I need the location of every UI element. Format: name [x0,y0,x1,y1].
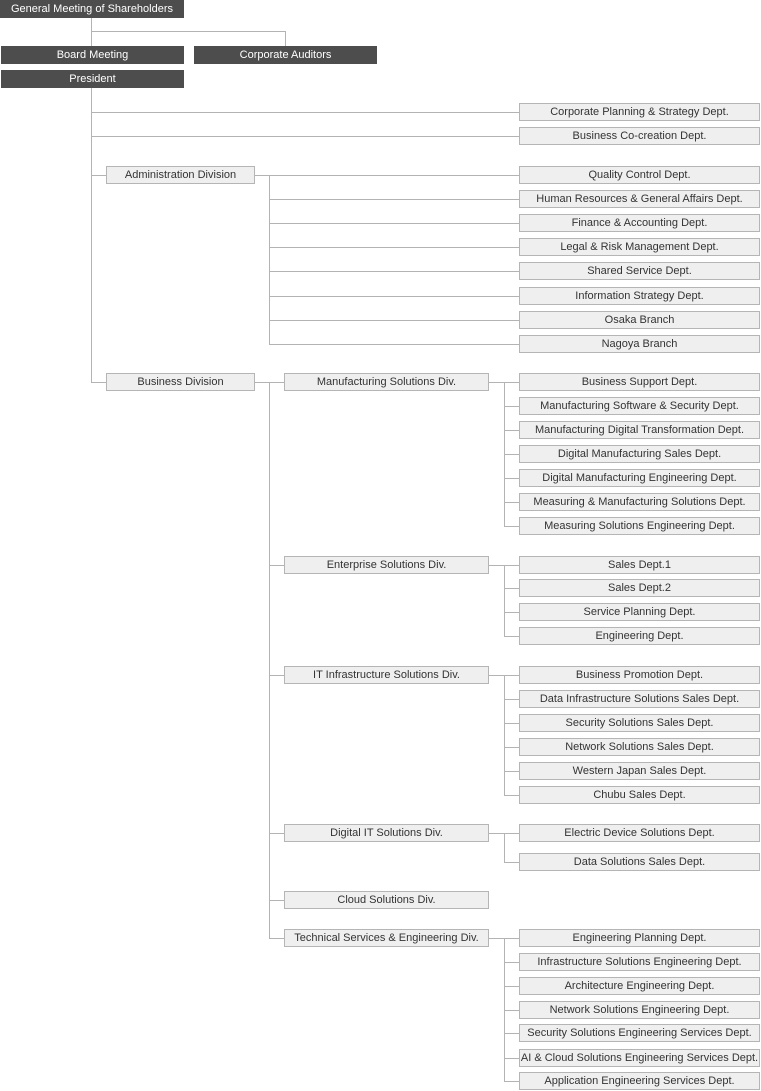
connector-line [91,31,286,32]
connector-line [504,699,519,700]
dept-box: Information Strategy Dept. [519,287,760,305]
dept-box: Business Co-creation Dept. [519,127,760,145]
division-box: IT Infrastructure Solutions Div. [284,666,489,684]
connector-line [269,175,270,344]
dept-box: Measuring & Manufacturing Solutions Dept. [519,493,760,511]
connector-line [269,382,270,938]
dept-box: Network Solutions Sales Dept. [519,738,760,756]
dept-box: Osaka Branch [519,311,760,329]
dept-box: Data Solutions Sales Dept. [519,853,760,871]
dept-box: Finance & Accounting Dept. [519,214,760,232]
dept-box: Network Solutions Engineering Dept. [519,1001,760,1019]
connector-line [504,1010,519,1011]
dept-box: Corporate Planning & Strategy Dept. [519,103,760,121]
connector-line [91,382,106,383]
dept-box: Application Engineering Services Dept. [519,1072,760,1090]
division-box: Technical Services & Engineering Div. [284,929,489,947]
dept-box: Nagoya Branch [519,335,760,353]
connector-line [255,175,519,176]
division-box: Manufacturing Solutions Div. [284,373,489,391]
dept-box: Quality Control Dept. [519,166,760,184]
administration-division-box: Administration Division [106,166,255,184]
connector-line [504,565,505,636]
dept-box: Western Japan Sales Dept. [519,762,760,780]
dept-box: Sales Dept.1 [519,556,760,574]
dept-box: Manufacturing Software & Security Dept. [519,397,760,415]
connector-line [91,18,92,46]
dept-box: Infrastructure Solutions Engineering Dept. [519,953,760,971]
connector-line [504,502,519,503]
division-box: Cloud Solutions Div. [284,891,489,909]
dept-box: Business Support Dept. [519,373,760,391]
dept-box: Human Resources & General Affairs Dept. [519,190,760,208]
connector-line [269,320,519,321]
dept-box: AI & Cloud Solutions Engineering Services Dept. [519,1049,760,1067]
connector-line [504,430,519,431]
dept-box: Engineering Planning Dept. [519,929,760,947]
connector-line [504,406,519,407]
division-box: Digital IT Solutions Div. [284,824,489,842]
dept-box: Measuring Solutions Engineering Dept. [519,517,760,535]
dept-box: Engineering Dept. [519,627,760,645]
connector-line [504,588,519,589]
connector-line [504,771,519,772]
connector-line [504,747,519,748]
corporate-auditors-box: Corporate Auditors [194,46,377,64]
dept-box: Service Planning Dept. [519,603,760,621]
business-division-box: Business Division [106,373,255,391]
dept-box: Sales Dept.2 [519,579,760,597]
connector-line [504,833,505,862]
dept-box: Digital Manufacturing Engineering Dept. [519,469,760,487]
connector-line [269,833,284,834]
connector-line [269,296,519,297]
division-box: Enterprise Solutions Div. [284,556,489,574]
connector-line [504,1033,519,1034]
connector-line [504,862,519,863]
connector-line [269,675,284,676]
dept-box: Architecture Engineering Dept. [519,977,760,995]
connector-line [91,88,92,382]
connector-line [269,900,284,901]
connector-line [504,636,519,637]
connector-line [504,478,519,479]
connector-line [504,526,519,527]
connector-line [269,565,284,566]
dept-box: Shared Service Dept. [519,262,760,280]
dept-box: Legal & Risk Management Dept. [519,238,760,256]
connector-line [504,795,519,796]
connector-line [269,271,519,272]
connector-line [91,136,519,137]
connector-line [285,31,286,46]
connector-line [504,986,519,987]
dept-box: Data Infrastructure Solutions Sales Dept. [519,690,760,708]
shareholders-box: General Meeting of Shareholders [0,0,184,18]
connector-line [269,199,519,200]
dept-box: Security Solutions Engineering Services Dept. [519,1024,760,1042]
connector-line [269,344,519,345]
board-meeting-box: Board Meeting [1,46,184,64]
connector-line [91,175,106,176]
connector-line [504,1058,519,1059]
connector-line [504,675,505,795]
connector-line [269,247,519,248]
connector-line [504,612,519,613]
connector-line [269,223,519,224]
connector-line [504,1081,519,1082]
dept-box: Business Promotion Dept. [519,666,760,684]
dept-box: Electric Device Solutions Dept. [519,824,760,842]
connector-line [504,723,519,724]
dept-box: Security Solutions Sales Dept. [519,714,760,732]
president-box: President [1,70,184,88]
connector-line [504,962,519,963]
connector-line [91,112,519,113]
dept-box: Digital Manufacturing Sales Dept. [519,445,760,463]
dept-box: Manufacturing Digital Transformation Dept. [519,421,760,439]
connector-line [269,938,284,939]
connector-line [504,454,519,455]
dept-box: Chubu Sales Dept. [519,786,760,804]
